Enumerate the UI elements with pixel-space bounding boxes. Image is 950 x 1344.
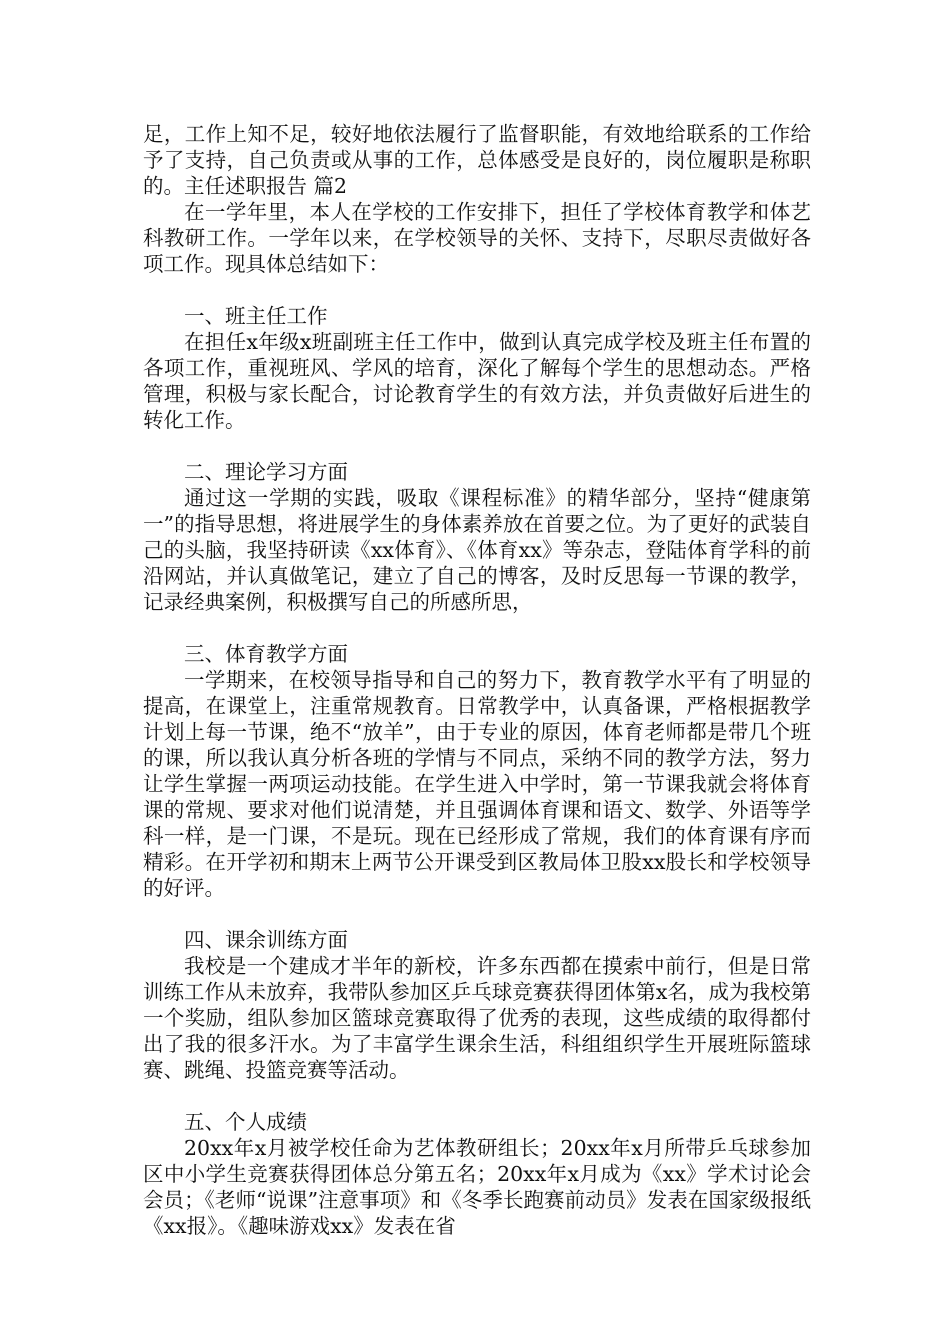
section-heading-1: 一、班主任工作 [184,304,328,328]
paragraph-gap [143,901,811,927]
intro-paragraph: 在一学年里，本人在学校的工作安排下，担任了学校体育教学和体艺科教研工作。一学年以来，在学校领导的关怀、支持下，尽职尽责做好各项工作。现具体总结如下： [143,200,811,276]
paragraph-gap [143,1083,811,1109]
paragraph-gap [143,615,811,641]
document-page [143,121,811,1239]
section-body-1: 在担任x年级x班副班主任工作中，做到认真完成学校及班主任布置的各项工作，重视班风、学风的培育，深化了解每个学生的思想动态。严格管理，积极与家长配合，讨论教育学生的有效方法，并负责做好后进生的转化工作。 [143,330,811,432]
paragraph-gap [143,277,811,303]
section-body-4: 我校是一个建成才半年的新校，许多东西都在摸索中前行，但是日常训练工作从未放弃，我带队参加区乒乓球竞赛获得团体第x名，成为我校第一个奖励，组队参加区篮球竞赛取得了优秀的表现，这些成绩的取得都付出了我的很多汗水。为了丰富学生课余生活，科组组织学生开展班际篮球赛、跳绳、投篮竞赛等活动。 [143,954,811,1082]
section-heading-3: 三、体育教学方面 [184,642,348,666]
paragraph-gap [143,433,811,459]
section-body-2: 通过这一学期的实践，吸取《课程标准》的精华部分，坚持“健康第一”的指导思想，将进展学生的身体素养放在首要之位。为了更好的武装自己的头脑，我坚持研读《xx体育》、《体育xx》等杂志，登陆体育学科的前沿网站，并认真做笔记，建立了自己的博客，及时反思每一节课的教学，记录经典案例，积极撰写自己的所感所思， [143,486,811,614]
intro-tail-paragraph: 足，工作上知不足，较好地依法履行了监督职能，有效地给联系的工作给予了支持，自己负责或从事的工作，总体感受是良好的，岗位履职是称职的。主任述职报告 篇2 [143,122,811,198]
section-heading-2: 二、理论学习方面 [184,460,348,484]
section-heading-4: 四、课余训练方面 [184,928,348,952]
section-heading-5: 五、个人成绩 [184,1110,307,1134]
section-body-3: 一学期来，在校领导指导和自己的努力下，教育教学水平有了明显的提高，在课堂上，注重常规教育。日常教学中，认真备课，严格根据教学计划上每一节课，绝不“放羊”，由于专业的原因，体育老师都是带几个班的课，所以我认真分析各班的学情与不同点，采纳不同的教学方法，努力让学生掌握一两项运动技能。在学生进入中学时，第一节课我就会将体育课的常规、要求对他们说清楚，并且强调体育课和语文、数学、外语等学科一样，是一门课，不是玩。现在已经形成了常规，我们的体育课有序而精彩。在开学初和期末上两节公开课受到区教局体卫股xx股长和学校领导的好评。 [143,668,811,900]
section-body-5: 20xx年x月被学校任命为艺体教研组长；20xx年x月所带乒乓球参加区中小学生竞赛获得团体总分第五名；20xx年x月成为《xx》学术讨论会会员；《老师“说课”注意事项》和《冬季长跑赛前动员》发表在国家级报纸《xx报》。《趣味游戏xx》发表在省 [143,1136,811,1238]
